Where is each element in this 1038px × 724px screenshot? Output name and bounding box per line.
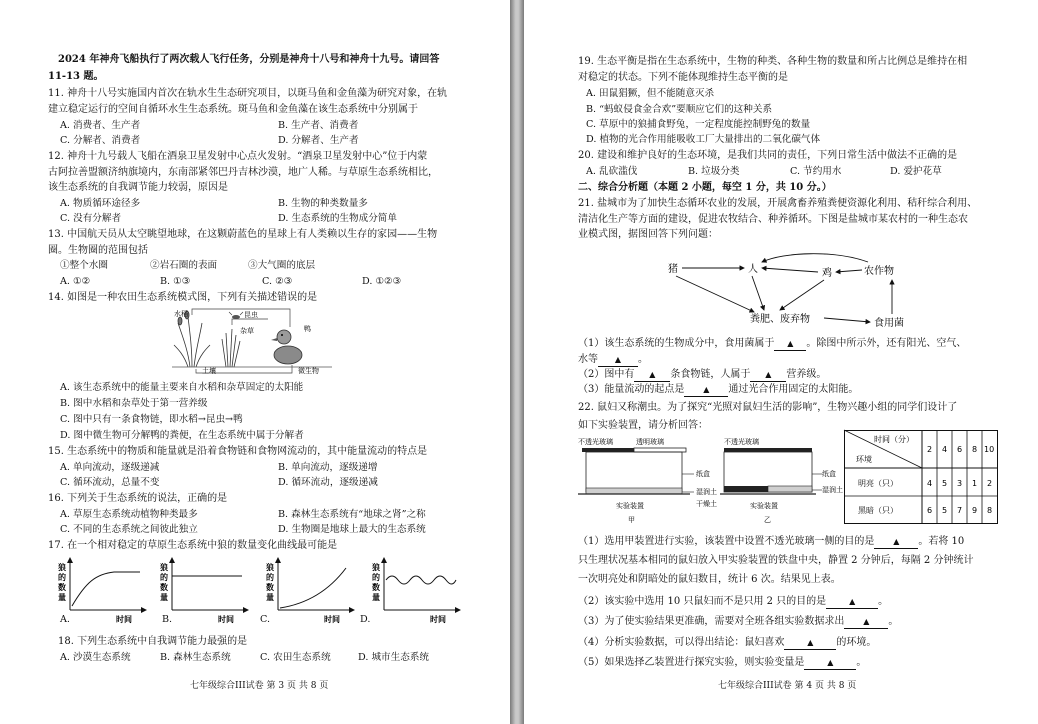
q21-sub1-text-a: （1）该生态系统的生物成分中，食用菌属于 xyxy=(578,338,775,349)
graph-b-y2: 的 xyxy=(160,573,168,582)
intro-line-2: 11-13 题。 xyxy=(48,71,104,82)
graph-c xyxy=(265,560,352,624)
graph-b-x: 时间 xyxy=(218,615,234,624)
q12-option-a: A. 物质循环途径多 xyxy=(60,198,141,209)
q18-option-b: B. 森林生态系统 xyxy=(160,652,231,663)
q13-option-d: D. ①②③ xyxy=(362,276,402,287)
q11-stem-2: 建立稳定运行的空间自循环水生生态系统。斑马鱼和金鱼藻在该生态系统中分别属于 xyxy=(48,104,418,115)
table-cell: 3 xyxy=(957,479,963,488)
device-b-name: 乙 xyxy=(764,516,771,524)
page-3-footer: 七年级综合III试卷 第 3 页 共 8 页 xyxy=(190,681,329,691)
q22-sub2-blank[interactable] xyxy=(826,596,878,609)
graph-b-y1: 狼 xyxy=(160,563,168,572)
q21-sub1-text-c: 水等 xyxy=(578,354,598,365)
q21-sub1-line2 xyxy=(578,354,648,367)
q22-stem-2: 如下实验装置，请分析回答： xyxy=(578,420,708,431)
graph-a-y1: 狼 xyxy=(58,563,66,572)
q13-option-a: A. ①② xyxy=(60,276,91,287)
q12-option-c: C. 没有分解者 xyxy=(60,213,122,224)
device-b-caption: 实验装置 xyxy=(750,502,778,510)
page-4-footer: 七年级综合III试卷 第 4 页 共 8 页 xyxy=(718,681,857,691)
q17-option-b: B. xyxy=(162,614,173,625)
device-a-label-wet-soil: 湿润土 xyxy=(696,488,717,496)
table-cell: 9 xyxy=(972,506,978,515)
q21-sub3-blank[interactable] xyxy=(684,384,728,397)
page-divider xyxy=(510,0,524,724)
device-a-label-opaque: 不透光玻璃 xyxy=(578,438,613,446)
q11-stem-1: 11. 神舟十八号实施国内首次在轨水生生态研究项目，以斑马鱼和金鱼藻为研究对象，在轨 xyxy=(48,88,448,99)
q12-option-b: B. 生物的种类数量多 xyxy=(278,198,368,209)
q22-sub3-blank[interactable] xyxy=(844,616,888,629)
weed-drawing xyxy=(222,329,240,367)
blank-marker: ▲ xyxy=(893,537,900,546)
node-crop: 农作物 xyxy=(864,266,894,277)
q21-sub1-blank-1[interactable] xyxy=(774,338,806,351)
q17-option-d: D. xyxy=(360,614,371,625)
graph-a-y2: 的 xyxy=(58,573,66,582)
q22-sub3-text-a: （3）为了使实验结果更准确，需要对全班各组实验数据求出 xyxy=(578,616,845,627)
graph-a-y3: 数 xyxy=(58,583,66,592)
q17-option-c: C. xyxy=(260,614,271,625)
device-a-name: 甲 xyxy=(628,516,635,524)
q22-sub5-text-b: 。 xyxy=(856,657,867,668)
q22-sub1-line1 xyxy=(578,536,964,549)
q18-option-a: A. 沙漠生态系统 xyxy=(60,652,131,663)
q16-stem: 16. 下列关于生态系统的说法，正确的是 xyxy=(48,493,228,504)
q17-option-a: A. xyxy=(60,614,70,625)
q22-sub1-text-a: （1）选用甲装置进行实验，该装置中设置不透光玻璃一侧的目的是 xyxy=(578,536,875,547)
table-time-4: 4 xyxy=(942,445,948,454)
q21-stem-2: 清洁化生产等方面的建设，促进农牧结合、种养循环。下图是盐城市某农村的一种生态农 xyxy=(578,214,968,225)
q18-stem: 18. 下列生态系统中自我调节能力最强的是 xyxy=(58,636,248,647)
graph-b-y4: 量 xyxy=(160,593,168,602)
q16-option-a: A. 草原生态系统动植物种类最多 xyxy=(60,509,198,520)
table-head-time: 时间（分） xyxy=(874,435,914,444)
q21-sub2-text-a: （2）图中有 xyxy=(578,369,635,380)
q14-option-c: C. 图中只有一条食物链，即水稻→昆虫→鸭 xyxy=(60,414,243,425)
table-cell: 5 xyxy=(942,506,948,515)
blank-marker: ▲ xyxy=(807,638,814,647)
q11-option-c: C. 分解者、消费者 xyxy=(60,135,141,146)
intro-line-1: 2024 年神舟飞船执行了两次载人飞行任务，分别是神舟十八号和神舟十九号。请回答 xyxy=(58,54,440,65)
q21-sub2-text-b: 条食物链，人属于 xyxy=(670,369,751,380)
q16-option-d: D. 生物圈是地球上最大的生态系统 xyxy=(278,524,426,535)
q22-sub1-line3: 一次明亮处和阴暗处的鼠妇数目，统计 6 次。结果见上表。 xyxy=(578,574,841,585)
blank-marker: ▲ xyxy=(787,339,794,348)
experiment-devices-figure xyxy=(578,436,843,528)
q22-sub4-blank[interactable] xyxy=(784,637,836,650)
q21-sub1-text-b: 。除图中所示外，还有阳光、空气、 xyxy=(806,338,967,349)
insect-drawing xyxy=(229,312,243,319)
q15-option-d: D. 循环流动，逐级递减 xyxy=(278,477,378,488)
q18-option-d: D. 城市生态系统 xyxy=(358,652,430,663)
blank-marker: ▲ xyxy=(849,597,856,606)
device-a-label-transparent: 透明玻璃 xyxy=(636,438,664,446)
q21-sub2-blank-1[interactable] xyxy=(634,369,670,382)
q21-sub3 xyxy=(578,384,858,397)
device-b-label-opaque: 不透光玻璃 xyxy=(724,438,759,446)
arrow-crop-chicken xyxy=(836,270,862,272)
q21-stem-1: 21. 盐城市为了加快生态循环农业的发展，开展禽畜养殖粪便资源化利用、秸秆综合利用、 xyxy=(578,198,978,209)
q15-option-a: A. 单向流动，逐级递减 xyxy=(60,462,160,473)
q11-option-d: D. 分解者、生产者 xyxy=(278,135,359,146)
q13-option-b: B. ①③ xyxy=(160,276,191,287)
device-b-label-paper: 纸盒 xyxy=(822,470,836,478)
arrow-chicken-manure xyxy=(780,280,824,310)
graph-d-y3: 数 xyxy=(372,583,380,592)
q21-sub3-text-a: （3）能量流动的起点是 xyxy=(578,384,685,395)
q13-option-c: C. ②③ xyxy=(262,276,293,287)
label-duck: 鸭 xyxy=(304,325,311,333)
duck-drawing xyxy=(271,330,302,364)
q14-option-a: A. 该生态系统中的能量主要来自水稻和杂草固定的太阳能 xyxy=(60,382,304,393)
blank-marker: ▲ xyxy=(649,370,656,379)
q15-option-b: B. 单向流动，逐级递增 xyxy=(278,462,378,473)
q22-sub5-blank[interactable] xyxy=(804,657,856,670)
graph-c-y2: 的 xyxy=(266,573,274,582)
q22-sub1-text-b: 。若将 10 xyxy=(918,536,965,547)
table-cell: 5 xyxy=(942,479,948,488)
q15-stem: 15. 生态系统中的物质和能量就是沿着食物链和食物网流动的，其中能量流动的特点是 xyxy=(48,446,428,457)
q20-option-c: C. 节约用水 xyxy=(790,166,842,177)
graph-c-y1: 狼 xyxy=(266,563,274,572)
q13-item-2: ②岩石圈的表面 xyxy=(150,260,218,271)
woodlouse-count-table xyxy=(844,430,998,524)
page-3 xyxy=(0,0,510,724)
q12-stem-3: 该生态系统的自我调节能力较弱，原因是 xyxy=(48,182,228,193)
blank-marker: ▲ xyxy=(614,355,622,364)
q13-stem-1: 13. 中国航天员从太空眺望地球，在这颗蔚蓝色的星球上有人类赖以生存的家园——生物 xyxy=(48,229,438,240)
table-cell: 4 xyxy=(927,479,933,488)
section-2-heading: 二、综合分析题（本题 2 小题，每空 1 分，共 10 分。） xyxy=(578,182,832,193)
table-cell: 1 xyxy=(972,479,978,488)
graph-d-y4: 量 xyxy=(372,593,380,602)
q21-sub2-blank-2[interactable] xyxy=(750,369,786,382)
q19-option-d: D. 植物的光合作用能吸收工厂大量排出的二氧化碳气体 xyxy=(586,134,821,145)
q22-sub2 xyxy=(578,596,888,609)
table-time-6: 6 xyxy=(957,445,963,454)
q13-stem-2: 圈。生物圈的范围包括 xyxy=(48,245,148,256)
graph-b-y3: 数 xyxy=(160,583,168,592)
device-b-label-wet-soil: 湿润土 xyxy=(822,486,843,494)
graph-d-y2: 的 xyxy=(372,573,380,582)
q12-stem-2: 古阿拉善盟额济纳旗境内，东南部紧邻巴丹吉林沙漠，地广人稀。与草原生态系统相比， xyxy=(48,167,438,178)
q22-sub2-text-b: 。 xyxy=(878,596,889,607)
blank-marker: ▲ xyxy=(863,617,870,626)
table-time-2: 2 xyxy=(927,445,933,454)
q19-option-c: C. 草原中的狼捕食野兔，一定程度能控制野兔的数量 xyxy=(586,119,811,130)
q13-item-1: ①整个水圈 xyxy=(60,260,108,271)
graph-d-x: 时间 xyxy=(430,615,446,624)
q15-option-c: C. 循环流动，总量不变 xyxy=(60,477,160,488)
table-cell: 6 xyxy=(927,506,933,515)
table-row-bright-label: 明亮（只） xyxy=(858,479,898,488)
q22-sub3 xyxy=(578,616,898,629)
q18-option-c: C. 农田生态系统 xyxy=(260,652,331,663)
q19-stem-1: 19. 生态平衡是指在生态系统中，生物的种类、各种生物的数量和所占比例总是维持在相 xyxy=(578,56,968,67)
q19-option-a: A. 田鼠猖獗，但不能随意灭杀 xyxy=(586,88,715,99)
q12-option-d: D. 生态系统的生物成分简单 xyxy=(278,213,397,224)
q21-stem-3: 业模式图，据图回答下列问题： xyxy=(578,229,718,240)
q21-sub1-line1 xyxy=(578,338,966,351)
device-a-caption: 实验装置 xyxy=(616,502,644,510)
q20-option-d: D. 爱护花草 xyxy=(890,166,942,177)
q20-stem: 20. 建设和维护良好的生态环境，是我们共同的责任，下列日常生活中做法不正确的是 xyxy=(578,150,958,161)
blank-marker: ▲ xyxy=(827,658,834,667)
blank-marker: ▲ xyxy=(703,385,710,394)
graph-a-y4: 量 xyxy=(58,593,66,602)
node-human: 人 xyxy=(748,264,758,275)
arrow-human-manure xyxy=(752,276,764,310)
q20-option-b: B. 垃圾分类 xyxy=(688,166,740,177)
label-insect: 昆虫 xyxy=(244,311,258,319)
graph-c-y3: 数 xyxy=(266,583,274,592)
q22-sub5-text-a: （5）如果选择乙装置进行探究实验，则实验变量是 xyxy=(578,657,805,668)
blank-marker: ▲ xyxy=(765,370,772,379)
table-cell: 7 xyxy=(957,506,963,515)
table-row-dark-label: 黑暗（只） xyxy=(858,506,898,515)
q19-stem-2: 对稳定的状态。下列不能体现维持生态平衡的是 xyxy=(578,72,788,83)
q22-sub1-line2: 只生理状况基本相同的鼠妇放入甲实验装置的铁盘中央，静置 2 分钟后，每隔 2 分钟统计 xyxy=(578,555,974,566)
q22-sub5 xyxy=(578,657,866,670)
q22-sub1-blank[interactable] xyxy=(874,536,918,549)
page-4 xyxy=(524,0,1038,724)
arrow-chicken-human xyxy=(762,268,818,272)
node-fungus: 食用菌 xyxy=(874,318,904,329)
q21-sub1-blank-2[interactable] xyxy=(598,354,638,367)
q22-stem-1: 22. 鼠妇又称潮虫。为了探究“光照对鼠妇生活的影响”，生物兴趣小组的同学们设计了 xyxy=(578,402,958,413)
node-pig: 猪 xyxy=(668,264,678,275)
label-soil: 土壤 xyxy=(202,367,216,375)
device-b-label-dry-soil: 干燥土 xyxy=(696,500,717,508)
q16-option-b: B. 森林生态系统有“地球之肾”之称 xyxy=(278,509,426,520)
rice-plant-drawing xyxy=(174,311,210,367)
table-time-10: 10 xyxy=(984,445,995,454)
q12-stem-1: 12. 神舟十九号载人飞船在酒泉卫星发射中心点火发射。“酒泉卫星发射中心”位于内蒙 xyxy=(48,151,428,162)
q21-sub1-text-d: 。 xyxy=(638,354,648,365)
graph-a-x: 时间 xyxy=(116,615,132,624)
device-a-drawing xyxy=(578,448,694,494)
label-rice: 水稻 xyxy=(174,310,188,318)
table-cell: 8 xyxy=(987,506,993,515)
q21-sub2 xyxy=(578,369,826,382)
q22-sub4-text-a: （4）分析实验数据，可以得出结论：鼠妇喜欢 xyxy=(578,637,785,648)
q21-sub2-text-c: 营养级。 xyxy=(786,369,827,380)
arrow-crop-human xyxy=(762,254,868,262)
eco-farm-diagram xyxy=(654,256,924,332)
q22-sub4 xyxy=(578,637,876,650)
table-cell: 2 xyxy=(987,479,993,488)
graph-d xyxy=(371,560,458,624)
q11-option-a: A. 消费者、生产者 xyxy=(60,120,141,131)
q14-option-d: D. 图中微生物可分解鸭的粪便，在生态系统中属于分解者 xyxy=(60,430,304,441)
q11-option-b: B. 生产者、消费者 xyxy=(278,120,359,131)
q13-item-3: ③大气圈的底层 xyxy=(248,260,316,271)
farmland-ecosystem-figure xyxy=(172,305,332,375)
q14-stem: 14. 如图是一种农田生态系统模式图，下列有关描述错误的是 xyxy=(48,292,318,303)
q17-stem: 17. 在一个相对稳定的草原生态系统中狼的数量变化曲线最可能是 xyxy=(48,540,338,551)
q20-option-a: A. 乱砍滥伐 xyxy=(586,166,638,177)
q19-option-b: B. “蚂蚁侵食金合欢”要顺应它们的这种关系 xyxy=(586,104,773,115)
q21-sub3-text-b: 通过光合作用固定的太阳能。 xyxy=(728,384,859,395)
q14-option-b: B. 图中水稻和杂草处于第一营养级 xyxy=(60,398,208,409)
q22-sub3-text-b: 。 xyxy=(888,616,899,627)
table-head-env: 环境 xyxy=(856,455,872,464)
graph-d-y1: 狼 xyxy=(372,563,380,572)
q22-sub4-text-b: 的环境。 xyxy=(836,637,877,648)
node-chicken: 鸡 xyxy=(822,268,832,279)
graph-c-y4: 量 xyxy=(266,593,274,602)
q16-option-c: C. 不同的生态系统之间彼此独立 xyxy=(60,524,198,535)
arrow-pig-manure xyxy=(676,276,754,312)
node-manure: 粪肥、废弃物 xyxy=(750,314,810,325)
q22-sub2-text-a: （2）该实验中选用 10 只鼠妇而不是只用 2 只的目的是 xyxy=(578,596,827,607)
graph-a xyxy=(57,560,144,624)
graph-c-x: 时间 xyxy=(324,615,340,624)
label-weed: 杂草 xyxy=(240,327,254,335)
device-a-label-paper: 纸盒 xyxy=(696,470,710,478)
label-microbe: 微生物 xyxy=(298,367,319,375)
device-b-drawing xyxy=(720,448,822,494)
arrow-manure-fungus xyxy=(824,318,870,322)
table-time-8: 8 xyxy=(972,445,978,454)
